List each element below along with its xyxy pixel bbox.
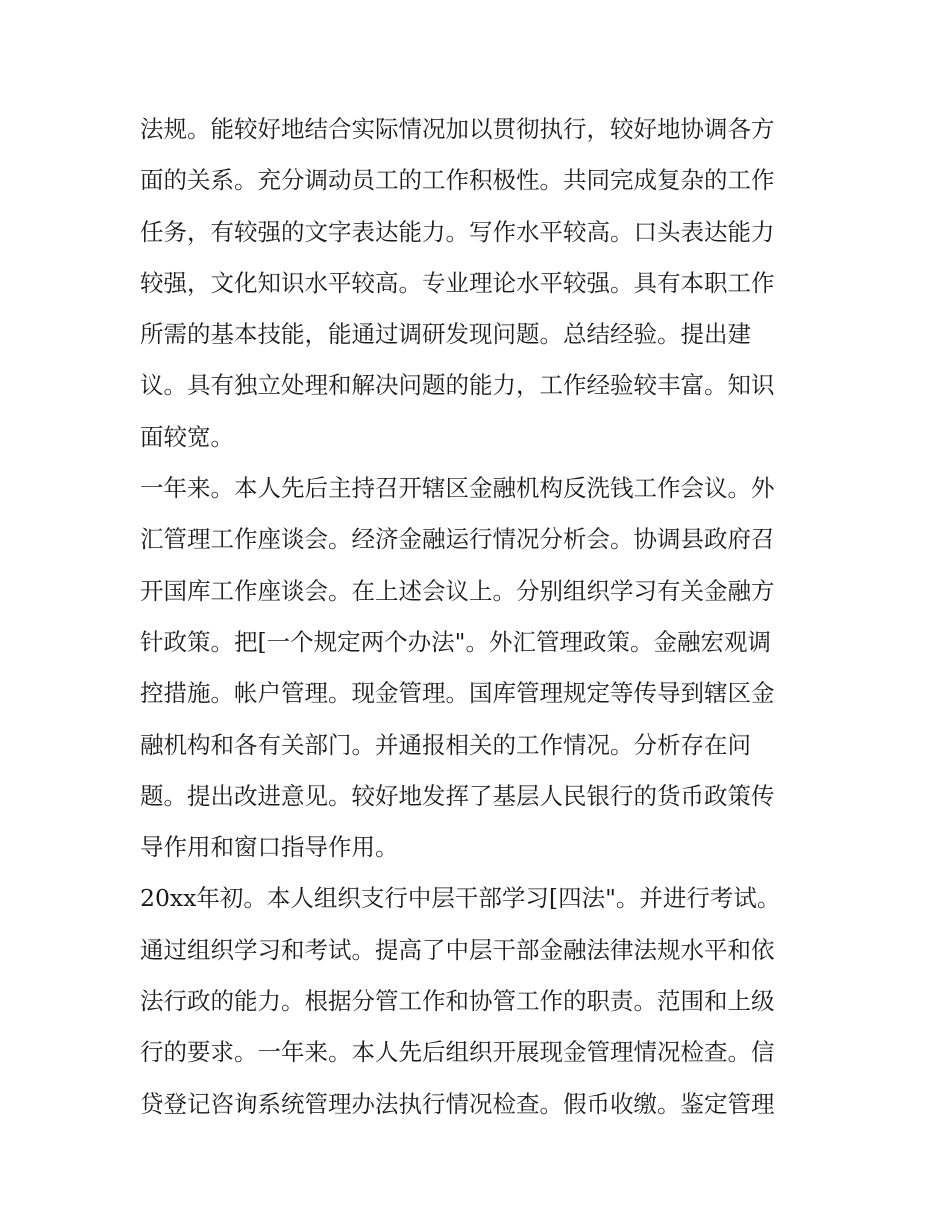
text-line: 汇管理工作座谈会。经济金融运行情况分析会。协调县政府召 — [140, 525, 775, 554]
text-line: 控措施。帐户管理。现金管理。国库管理规定等传导到辖区金 — [140, 679, 775, 708]
text-line: 任务，有较强的文字表达能力。写作水平较高。口头表达能力 — [140, 217, 775, 246]
text-line: 开国库工作座谈会。在上述会议上。分别组织学习有关金融方 — [140, 576, 775, 605]
text-line: 通过组织学习和考试。提高了中层干部金融法律法规水平和依 — [140, 935, 775, 964]
text-line: 20xx年初。本人组织支行中层干部学习[四法"。并进行考试。 — [140, 884, 781, 913]
text-line: 融机构和各有关部门。并通报相关的工作情况。分析存在问 — [140, 730, 751, 759]
text-line: 法规。能较好地结合实际情况加以贯彻执行，较好地协调各方 — [140, 115, 775, 143]
text-line: 议。具有独立处理和解决问题的能力，工作经验较丰富。知识 — [140, 371, 775, 400]
text-line: 面较宽。 — [140, 422, 234, 451]
text-line: 题。提出改进意见。较好地发挥了基层人民银行的货币政策传 — [140, 781, 775, 810]
text-line: 一年来。本人先后主持召开辖区金融机构反洗钱工作会议。外 — [140, 474, 775, 503]
text-line: 行的要求。一年来。本人先后组织开展现金管理情况检查。信 — [140, 1038, 775, 1067]
text-line: 导作用和窗口指导作用。 — [140, 833, 399, 862]
text-line: 贷登记咨询系统管理办法执行情况检查。假币收缴。鉴定管理 — [140, 1089, 775, 1118]
text-line: 针政策。把[一个规定两个办法"。外汇管理政策。金融宏观调 — [140, 627, 771, 656]
text-line: 较强，文化知识水平较高。专业理论水平较强。具有本职工作 — [140, 268, 775, 297]
document-body — [140, 104, 820, 1130]
text-line: 法行政的能力。根据分管工作和协管工作的职责。范围和上级 — [140, 987, 775, 1016]
text-line: 所需的基本技能，能通过调研发现问题。总结经验。提出建 — [140, 320, 751, 349]
text-line: 面的关系。充分调动员工的工作积极性。共同完成复杂的工作 — [140, 166, 775, 195]
